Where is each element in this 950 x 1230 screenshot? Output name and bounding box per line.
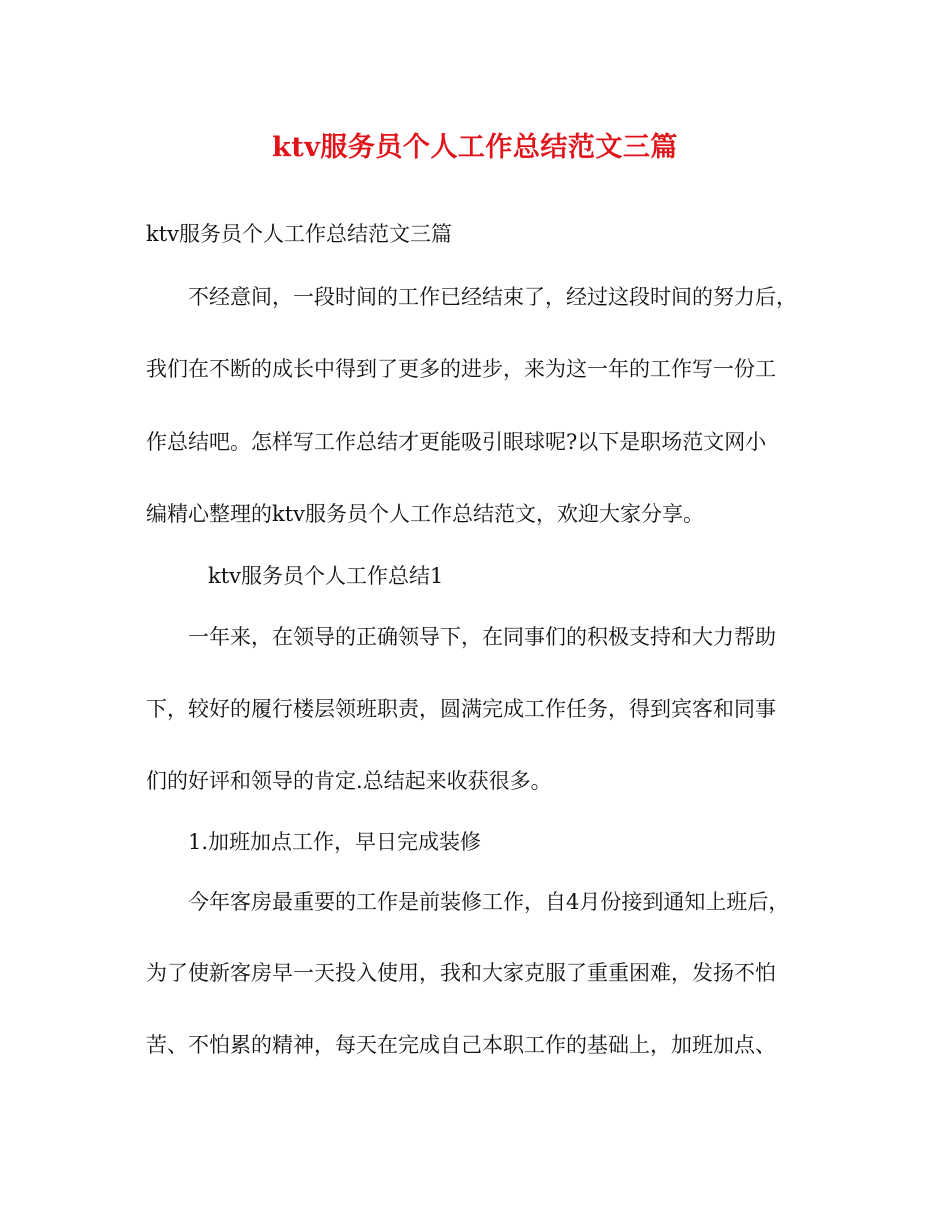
paragraph-line: 苦、不怕累的精神，每天在完成自己本职工作的基础上，加班加点、 (146, 1033, 776, 1057)
section-heading: ktv服务员个人工作总结1 (208, 564, 444, 588)
subtitle-line: ktv服务员个人工作总结范文三篇 (146, 222, 453, 246)
list-item-heading: 1.加班加点工作，早日完成装修 (188, 830, 482, 854)
paragraph-line: 今年客房最重要的工作是前装修工作，自4月份接到通知上班后， (188, 890, 790, 914)
paragraph-line: 一年来，在领导的正确领导下，在同事们的积极支持和大力帮助 (188, 625, 776, 649)
paragraph-line: 为了使新客房早一天投入使用，我和大家克服了重重困难，发扬不怕 (146, 961, 776, 985)
paragraph-line: 们的好评和领导的肯定.总结起来收获很多。 (146, 769, 552, 793)
document-title: ktv服务员个人工作总结范文三篇 (272, 132, 678, 163)
paragraph-line: 作总结吧。怎样写工作总结才更能吸引眼球呢?以下是职场范文网小 (146, 430, 767, 454)
paragraph-line: 不经意间，一段时间的工作已经结束了，经过这段时间的努力后， (188, 285, 797, 309)
paragraph-line: 编精心整理的ktv服务员个人工作总结范文，欢迎大家分享。 (146, 502, 705, 526)
paragraph-line: 下，较好的履行楼层领班职责，圆满完成工作任务，得到宾客和同事 (146, 697, 776, 721)
paragraph-line: 我们在不断的成长中得到了更多的进步，来为这一年的工作写一份工 (146, 357, 776, 381)
